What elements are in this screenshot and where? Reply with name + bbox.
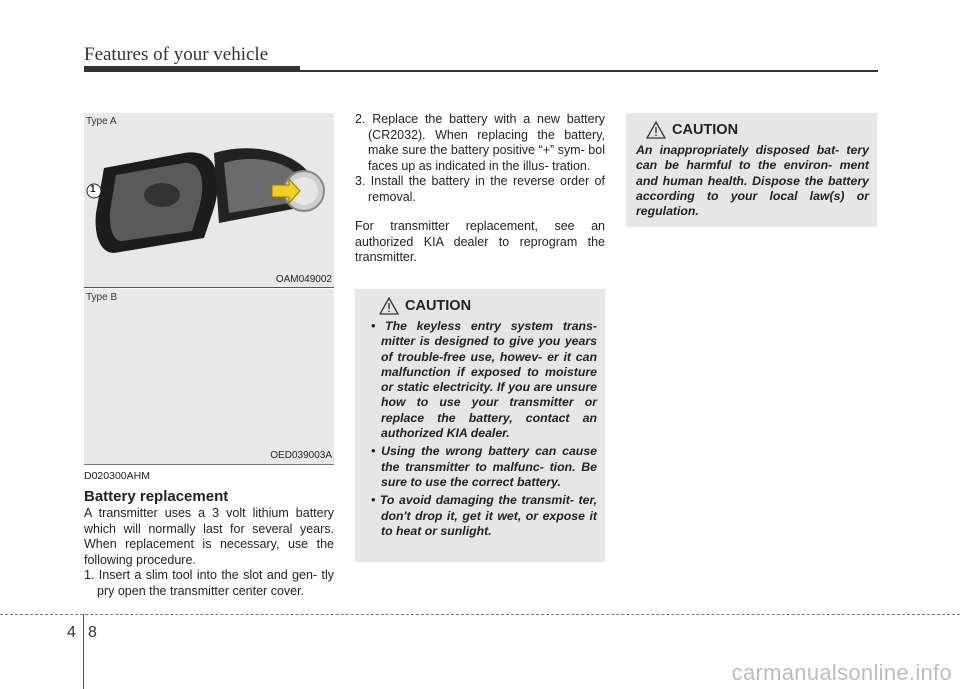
caution-title: CAUTION bbox=[405, 298, 472, 314]
transmitter-battery-illustration bbox=[84, 113, 334, 288]
page-number: 8 bbox=[88, 624, 97, 641]
step-2: 2. Replace the battery with a new battery (CR2032). When replacing the battery, make sure the battery positive “+” sym- bol faces up as indicated in the illus- tration. bbox=[355, 112, 605, 173]
figure-bottom-rule bbox=[84, 464, 334, 465]
intro-paragraph: A transmitter uses a 3 volt lithium battery which will normally last for several years. When replacement is necessary, use the following procedure. bbox=[84, 506, 334, 567]
warning-triangle-icon bbox=[646, 121, 666, 139]
battery-section-col2 bbox=[355, 112, 605, 266]
battery-section-col1 bbox=[84, 469, 334, 599]
header-rule-thin bbox=[300, 70, 878, 72]
figure-code-b: OED039003A bbox=[270, 450, 332, 461]
step-3: 3. Install the battery in the reverse order of removal. bbox=[355, 174, 605, 204]
page-header-title: Features of your vehicle bbox=[84, 44, 269, 65]
warning-triangle-icon bbox=[379, 297, 399, 315]
figure-code-a: OAM049002 bbox=[275, 274, 332, 285]
header-rule-thick bbox=[84, 66, 300, 72]
watermark: carmanualsonline.info bbox=[731, 660, 952, 685]
caution-heading bbox=[369, 297, 597, 315]
step-1: 1. Insert a slim tool into the slot and gen- tly pry open the transmitter center cover. bbox=[84, 568, 334, 598]
replacement-note: For transmitter replacement, see an authorized KIA dealer to reprogram the transmitter. bbox=[355, 219, 605, 264]
caution-bullet-2: • Using the wrong battery can cause the transmitter to malfunc- tion. Be sure to use the correct battery. bbox=[371, 444, 597, 489]
caution-disposal-text: An inappropriately disposed bat- tery can be harmful to the environ- ment and human health. Dispose the battery according to your local law(s) or regulation. bbox=[636, 143, 869, 219]
footer-vertical-rule bbox=[83, 614, 84, 689]
figure-divider bbox=[84, 287, 334, 288]
figure-callout-1: 1 bbox=[90, 184, 96, 195]
caution-box-disposal bbox=[626, 113, 877, 227]
section-heading: Battery replacement bbox=[84, 487, 229, 505]
figure-type-a bbox=[84, 113, 334, 288]
footer-dashed-rule bbox=[0, 614, 960, 615]
caution-title: CAUTION bbox=[672, 122, 739, 138]
figure-type-b bbox=[84, 289, 334, 464]
section-number: 4 bbox=[67, 624, 76, 641]
caution-box-transmitter bbox=[355, 289, 605, 562]
doc-code: D020300AHM bbox=[84, 470, 150, 482]
caution-bullet-1: • The keyless entry system trans- mitter is designed to give you years of trouble-free use, howev- er it can malfunction if exposed to moisture or static electricity. If you are unsure how to use your transmitter or replace the battery, contact an authorized KIA dealer. bbox=[371, 319, 597, 441]
caution-heading bbox=[636, 121, 869, 139]
caution-bullet-3: • To avoid damaging the transmit- ter, don't drop it, get it wet, or expose it to heat or sunlight. bbox=[371, 493, 597, 538]
figure-label-type-b: Type B bbox=[86, 292, 118, 303]
figure-label-type-a: Type A bbox=[86, 116, 117, 127]
